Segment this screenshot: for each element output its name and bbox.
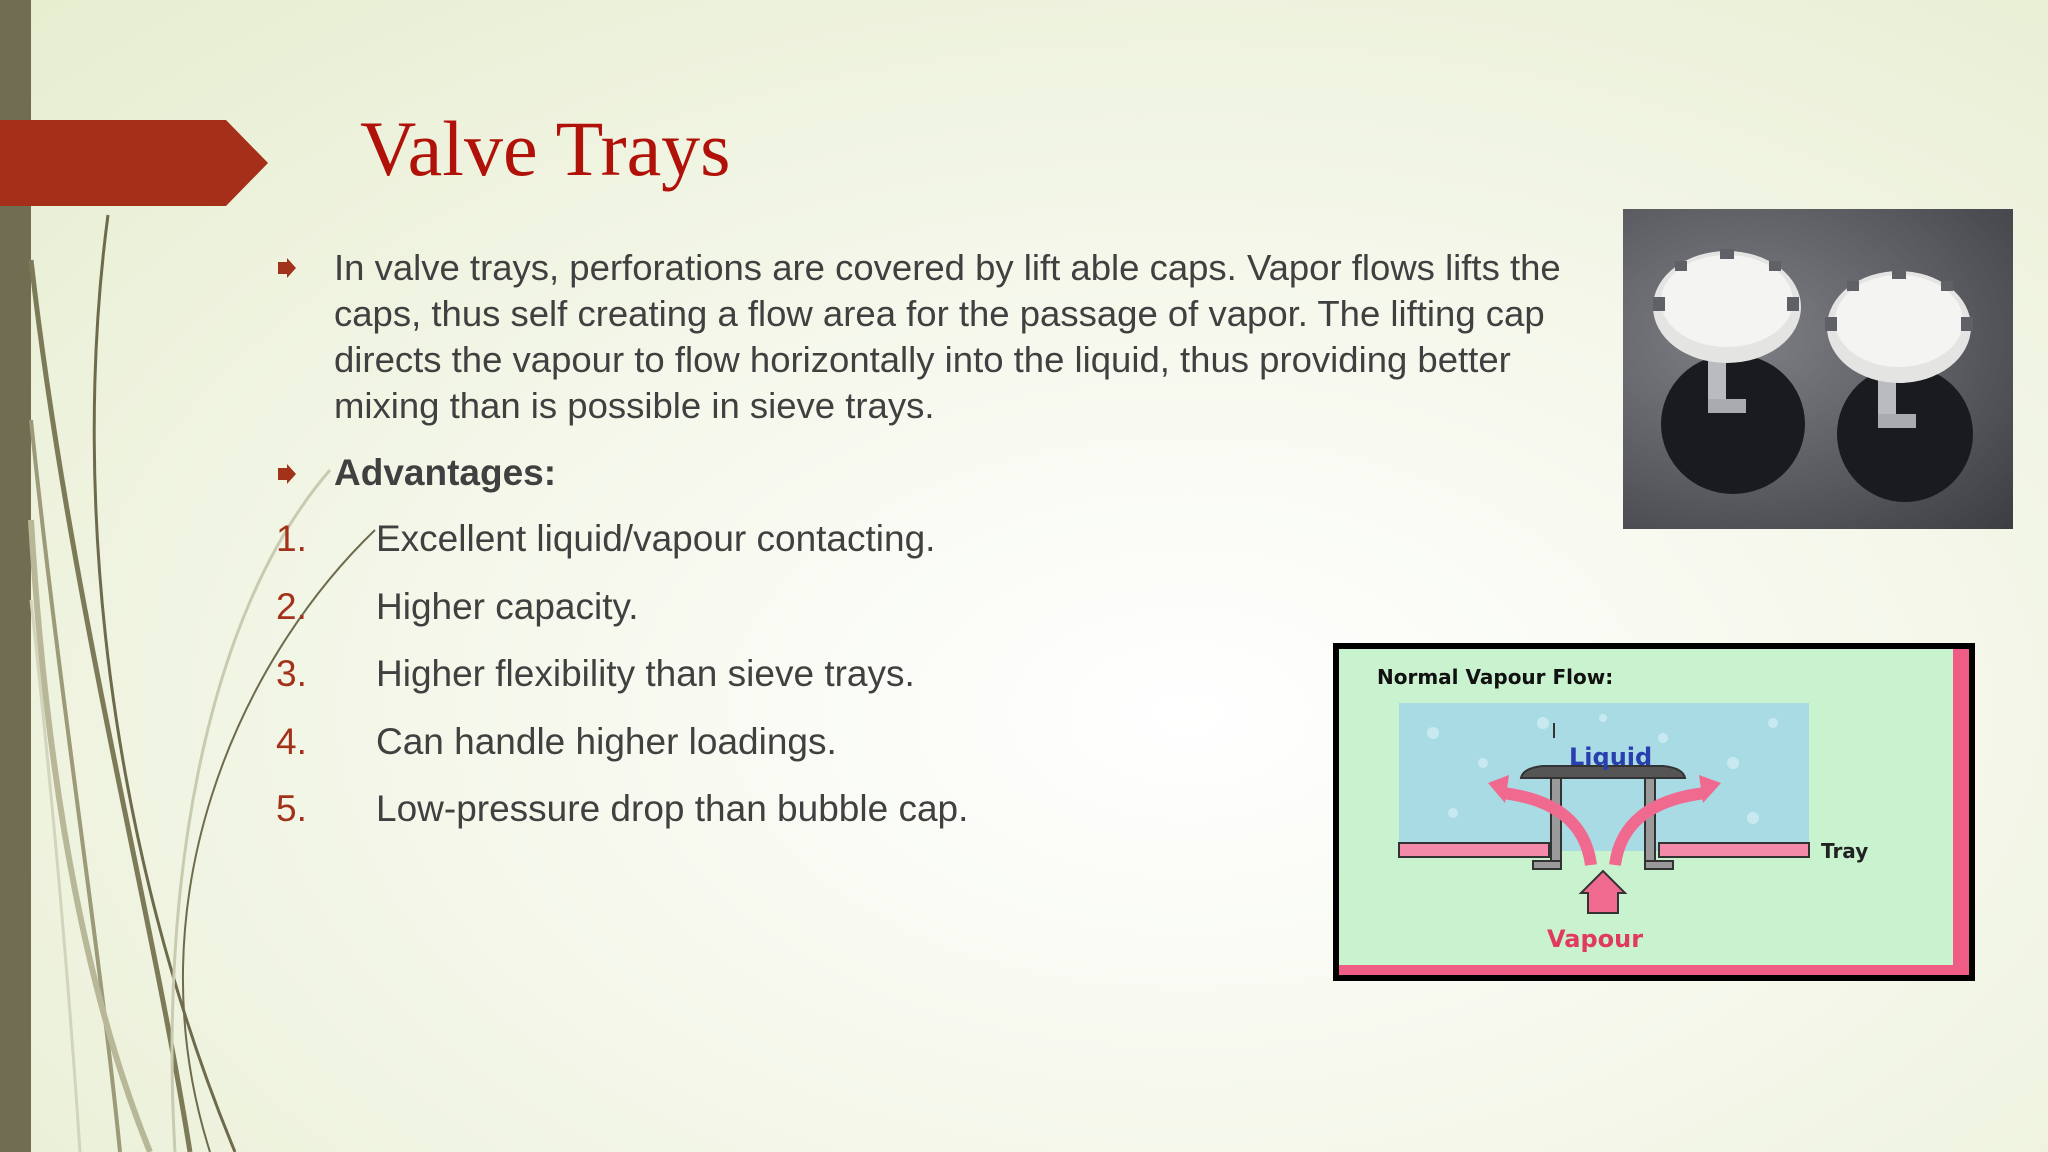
title-arrow-shape <box>0 120 270 206</box>
liquid-label: Liquid <box>1569 743 1653 771</box>
list-number: 5. <box>276 788 307 829</box>
list-number: 1. <box>276 518 307 559</box>
tray-label: Tray <box>1821 839 1869 863</box>
arrow-bullet-icon <box>278 464 296 484</box>
list-text: Excellent liquid/vapour contacting. <box>376 518 936 559</box>
list-text: Can handle higher loadings. <box>376 721 837 762</box>
body-paragraph: In valve trays, perforations are covered by lift able caps. Vapor flows lifts the caps, thus self creating a flow area for the passage of vapor. The lifting cap directs the vapour to flow horizontally into the liquid, thus providing better mixing than is possible in sieve trays. <box>334 247 1561 426</box>
list-item <box>276 653 915 703</box>
arrow-bullet-icon <box>278 258 296 278</box>
list-item <box>276 586 639 636</box>
list-number: 3. <box>276 653 307 694</box>
list-number: 2. <box>276 586 307 627</box>
vapour-label: Vapour <box>1547 925 1644 953</box>
list-text: Higher capacity. <box>376 586 639 627</box>
list-text: Higher flexibility than sieve trays. <box>376 653 915 694</box>
list-number: 4. <box>276 721 307 762</box>
list-item <box>276 721 837 771</box>
advantages-heading: Advantages: <box>334 452 557 493</box>
slide-title: Valve Trays <box>360 105 731 192</box>
valve-tray-diagram <box>1333 643 1975 981</box>
list-item <box>276 518 935 568</box>
valve-caps-photo <box>1623 209 2013 529</box>
list-text: Low-pressure drop than bubble cap. <box>376 788 969 829</box>
diagram-heading: Normal Vapour Flow: <box>1377 665 1614 689</box>
list-item <box>276 788 968 838</box>
